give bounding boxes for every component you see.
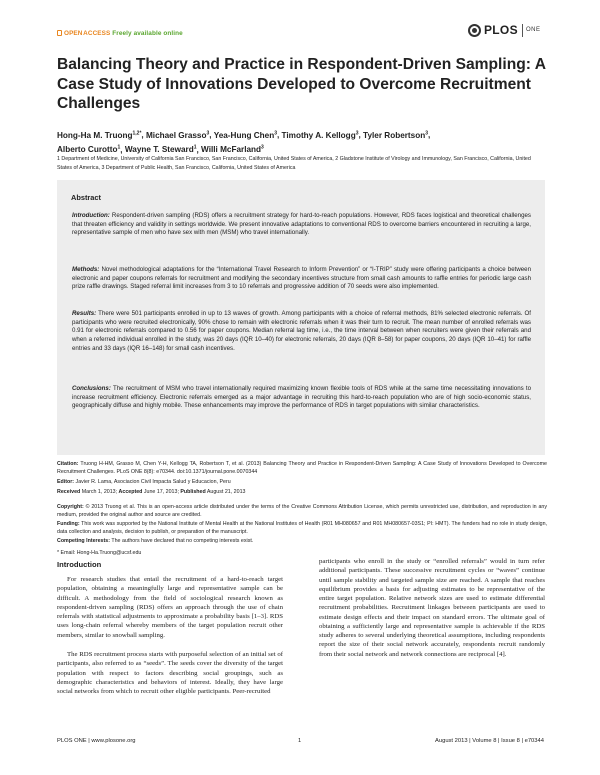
abstract-methods: Methods: Novel methodological adaptations for the “International Travel Research to Inform Prevention” or “I-TRIP” study were offering participants a choice between electronic and paper coupons referrals for recruitment and modifying the secondary incentives structure from small cash amounts to raffle entries for periodic large cash prize raffle drawings. Staged referral limit increases from 3 to 10 referrals and progressive addition of 70 seeds were also implemented. [72,266,531,291]
abstract-heading: Abstract [71,193,101,202]
copyright: Copyright: © 2013 Truong et al. This is an open-access article distributed under the terms of the Creative Commons Attribution License, which permits unrestricted use, distribution, and reproduction in any medium, provided the original author and source are credited. [57,504,547,518]
author-list [57,127,547,156]
intro-paragraph-2: The RDS recruitment process starts with purposeful selection of an initial set of participants, also referred to as “seeds”. The seeds cover the diversity of the target population with respect to factors describing social groupings, such as demographic characteristics and behaviors of interest. Ideally, they have large social networks from which to recruit other eligible participants. Peer-recruited [57,651,283,695]
author: Hong-Ha M. Truong$^{1,2*}$ [57,130,142,140]
intro-paragraph-1: For research studies that entail the recruitment of a hard-to-reach target population, obtaining a meaningfully large and representative sample can be difficult. A methodology from the field of sociological research known as respondent-driven sampling (RDS) offers an approach through the use of chain referrals with statistical adjustments to approximate a probability basis [1–3]. RDS uses long-chain referral whereby members of the target population recruit other members, similar to snowball sampling. [57,576,283,639]
editor: Editor: Javier R. Lama, Asociacion Civil Impacta Salud y Educacion, Peru [57,479,231,485]
author: Tyler Robertson$^3$ [363,130,429,140]
competing-interests: Competing Interests: The authors have declared that no competing interests exist. [57,538,254,544]
footer-page-number: 1 [298,738,302,744]
author: Wayne T. Steward$^1$ [124,144,197,155]
citation: Citation: Truong H-HM, Grasso M, Chen Y-H, Kellogg TA, Robertson T, et al. (2013) Balancing Theory and Practice in Respondent-Driven Sampling: A Case Study of Innovations Developed to Overcome Recruitment Challenges. PLoS ONE 8(8): e70344. doi:10.1371/journal.pone.0070344 [57,461,547,475]
dates: Received March 1, 2013; Accepted June 17, 2013; Published August 21, 2013 [57,489,246,495]
abstract-results: Results: There were 501 participants enrolled in up to 13 waves of growth. Among participants with a choice of referral methods, 81% selected electronic referrals. Of participants who were recruited electronically, 90% chose to remain with electronic referrals when it was their turn to recruit. The mean number of enrolled referrals was 0.91 for electronic referrals compared to 0.56 for paper coupons. Median referral lag time, i.e., the time interval between when recruiters were given their referrals and when a referred individual enrolled in the study, was 20 days (IQR 10–40) for electronic referrals, 20 days (IQR 8–58) for paper coupons, 20 days (IQR 10–41) for raffle entries and 33 days (IQR 16–148) for small cash incentives. [72,310,531,352]
footer-issue: August 2013 | Volume 8 | Issue 8 | e70344 [435,738,544,744]
logo-plos-text: PLOS [484,23,518,37]
open-access-banner [57,30,183,37]
access-label: ACCESS [83,30,111,37]
author: Willi McFarland$^3$ [201,144,264,155]
funding: Funding: This work was supported by the National Institute of Mental Health at the National Institutes of Health (R01 MH080657 and R01 MH080657-03S1; PI: HMT). The funders had no role in study design, data collection and analysis, decision to publish, or preparation of the manuscript. [57,521,547,535]
footer-journal: PLOS ONE | www.plosone.org [57,738,136,744]
plos-logo-icon [468,24,481,37]
open-label: OPEN [64,30,83,37]
plos-one-logo [468,22,548,40]
affiliations: 1 Department of Medicine, University of California San Francisco, San Francisco, California, United States of America, 2 Gladstone Institute of Virology and Immunology, San Francisco, California, United States of America, 3 Department of Public Health, San Francisco, California, United States of America [57,156,531,171]
freely-available-label: Freely available online [112,30,183,37]
logo-separator [522,24,523,37]
logo-one-text: ONE [526,27,541,33]
introduction-heading: Introduction [57,560,102,569]
abstract-introduction: Introduction: Respondent-driven sampling (RDS) offers a recruitment strategy for hard-to-reach populations. However, RDS faces logistical and theoretical challenges that threaten efficiency and validity in settings worldwide. We present innovative adaptations to conventional RDS to overcome barriers encountered in recruiting a large, representative sample of men who have sex with men (MSM) who travel internationally. [72,212,531,237]
corresponding-email: * Email: Hong-Ha.Truong@ucsf.edu [57,550,142,556]
author-line-2: Alberto Curotto$^1$, Wayne T. Steward$^1$, Willi McFarland$^3$ [57,144,264,155]
open-lock-icon [57,30,62,36]
author: Michael Grasso$^3$ [145,130,210,140]
article-title: Balancing Theory and Practice in Respondent-Driven Sampling: A Case Study of Innovations Developed to Overcome Recruitment Challenges [57,56,546,112]
author: Alberto Curotto$^1$ [57,144,121,155]
abstract-conclusions: Conclusions: The recruitment of MSM who travel internationally required maximizing known flexible tools of RDS while at the same time necessitating innovations to increase recruitment efficiency. Electronic referrals emerged as a major advantage in recruiting this hard-to-reach population who are of high socio-economic status, geographically diffuse and highly mobile. These enhancements may improve the performance of RDS in target populations with similar characteristics. [72,385,531,410]
author-line-1: Hong-Ha M. Truong$^{1,2*}$, Michael Grasso$^3$, Yea-Hung Chen$^3$, Timothy A. Kellogg$^3$, Tyler Robertson$^3$, [57,130,431,140]
author: Timothy A. Kellogg$^3$ [281,130,359,140]
right-column-paragraph: participants who enroll in the study or “enrolled referrals” would in turn refer additional participants. These successive recruitment cycles or “waves” continue until sample stability and targeted sample size are reached. A sample that reaches equilibrium provides a basis for adjusting estimates to be representative of the entire target population. Relative network sizes are used to estimate differential recruitment probabilities. Recruitment linkages between participants are used to estimate design effects and their impact on standard errors. The ultimate goal of obtaining a sufficiently large and representative sample is achievable if the RDS study adheres to several underlying theoretical assumptions, including respondents report the size of their social network accurately, respondents recruit randomly from their social network and network connections are reciprocal [4]. [319,558,545,658]
abstract-box [57,180,545,455]
author: Yea-Hung Chen$^3$ [213,130,277,140]
